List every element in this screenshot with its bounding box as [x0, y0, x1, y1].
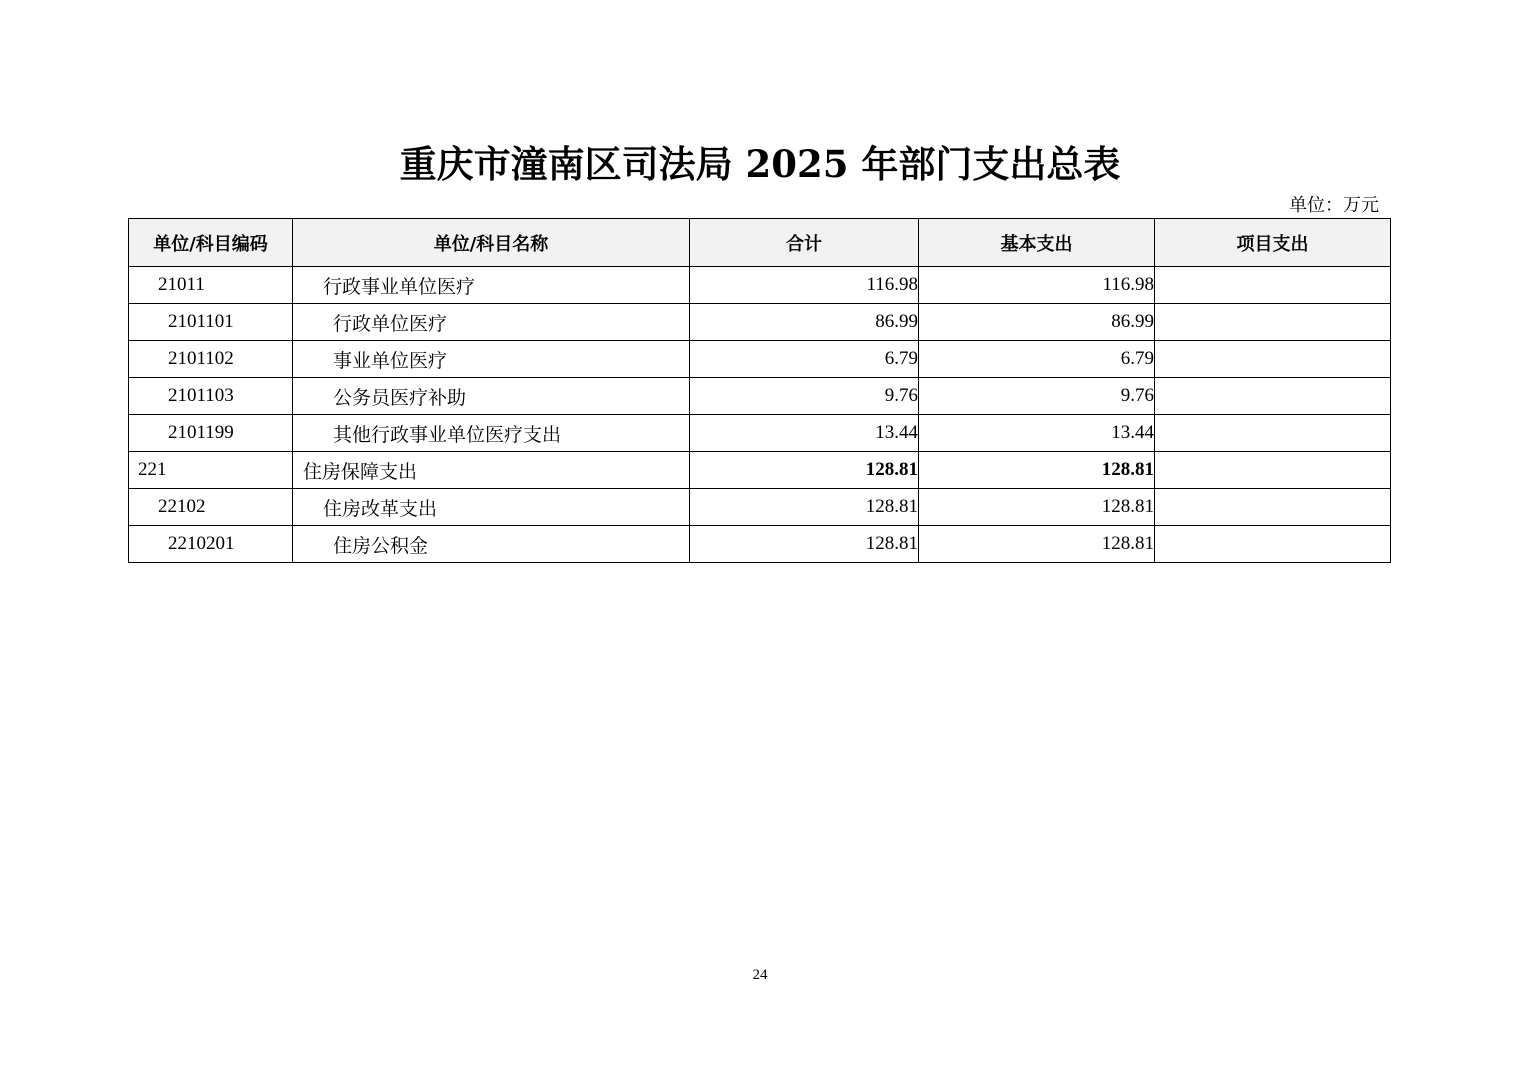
cell-total: 116.98 [690, 267, 919, 304]
page-number: 24 [752, 967, 768, 983]
page-title: 重庆市潼南区司法局 2025 年部门支出总表 [399, 142, 1121, 186]
cell-name: 住房公积金 [293, 526, 690, 563]
cell-name: 其他行政事业单位医疗支出 [293, 415, 690, 452]
cell-code: 21011 [129, 267, 293, 304]
cell-project [1155, 452, 1391, 489]
cell-basic: 13.44 [919, 415, 1155, 452]
cell-basic: 128.81 [919, 526, 1155, 563]
cell-total: 128.81 [690, 452, 919, 489]
header-name: 单位/科目名称 [293, 219, 690, 267]
table-header-row [129, 219, 1391, 267]
cell-basic: 128.81 [919, 452, 1155, 489]
cell-total: 128.81 [690, 526, 919, 563]
cell-name: 公务员医疗补助 [293, 378, 690, 415]
cell-code: 2101102 [129, 341, 293, 378]
cell-code: 2101199 [129, 415, 293, 452]
cell-code: 2210201 [129, 526, 293, 563]
cell-total: 9.76 [690, 378, 919, 415]
cell-project [1155, 304, 1391, 341]
cell-project [1155, 415, 1391, 452]
cell-basic: 128.81 [919, 489, 1155, 526]
header-code: 单位/科目编码 [129, 219, 293, 267]
cell-code: 2101101 [129, 304, 293, 341]
cell-name: 事业单位医疗 [293, 341, 690, 378]
cell-name: 行政事业单位医疗 [293, 267, 690, 304]
cell-basic: 86.99 [919, 304, 1155, 341]
header-total: 合计 [690, 219, 919, 267]
cell-project [1155, 341, 1391, 378]
table-row [129, 489, 1391, 526]
expenditure-table [128, 218, 1391, 563]
table-row [129, 341, 1391, 378]
table-row [129, 304, 1391, 341]
cell-name: 行政单位医疗 [293, 304, 690, 341]
cell-project [1155, 526, 1391, 563]
cell-basic: 116.98 [919, 267, 1155, 304]
cell-code: 22102 [129, 489, 293, 526]
unit-label: 单位：万元 [1289, 195, 1379, 216]
table-row [129, 378, 1391, 415]
table-row [129, 267, 1391, 304]
cell-basic: 6.79 [919, 341, 1155, 378]
cell-name: 住房改革支出 [293, 489, 690, 526]
cell-project [1155, 489, 1391, 526]
table-row [129, 415, 1391, 452]
cell-total: 86.99 [690, 304, 919, 341]
cell-total: 6.79 [690, 341, 919, 378]
table-row [129, 526, 1391, 563]
cell-code: 2101103 [129, 378, 293, 415]
cell-total: 128.81 [690, 489, 919, 526]
cell-project [1155, 378, 1391, 415]
cell-basic: 9.76 [919, 378, 1155, 415]
cell-project [1155, 267, 1391, 304]
header-basic: 基本支出 [919, 219, 1155, 267]
cell-code: 221 [129, 452, 293, 489]
cell-name: 住房保障支出 [293, 452, 690, 489]
table-row [129, 452, 1391, 489]
header-project: 项目支出 [1155, 219, 1391, 267]
cell-total: 13.44 [690, 415, 919, 452]
